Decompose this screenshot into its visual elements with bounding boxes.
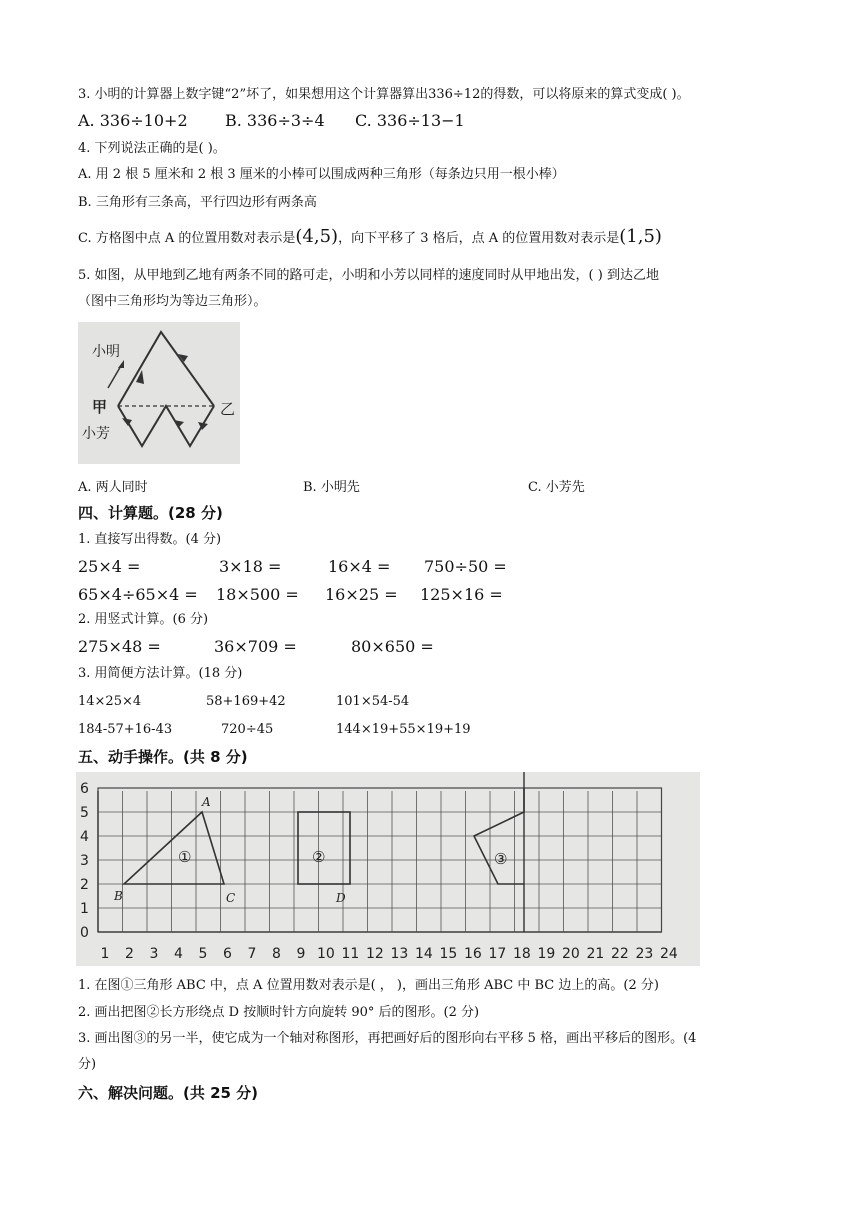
x-tick-label: 19 bbox=[537, 946, 556, 962]
y-tick-label: 3 bbox=[80, 853, 89, 869]
expr: 14×25×4 bbox=[78, 694, 142, 709]
q4-stem: 4. 下列说法正确的是( )。 bbox=[78, 141, 226, 156]
x-tick-label: 11 bbox=[341, 946, 360, 962]
point-label-d: D bbox=[336, 891, 346, 905]
route-figure-svg bbox=[78, 322, 240, 464]
expr: 16×4 = bbox=[328, 557, 391, 576]
q4-option-c bbox=[78, 227, 662, 249]
expr: 80×650 = bbox=[351, 637, 434, 656]
x-tick-label: 12 bbox=[366, 946, 384, 962]
y-tick-label: 4 bbox=[80, 829, 89, 845]
x-tick-label: 20 bbox=[562, 946, 580, 962]
shape-label-2: ② bbox=[312, 848, 326, 866]
shape-label-1: ① bbox=[178, 848, 192, 866]
q5-option-c: C. 小芳先 bbox=[528, 480, 585, 495]
point-label-a: A bbox=[202, 795, 211, 809]
point-label-c: C bbox=[226, 891, 236, 905]
expr: 18×500 = bbox=[216, 585, 299, 604]
expr: 720÷45 bbox=[221, 722, 274, 737]
y-tick-label: 0 bbox=[80, 925, 89, 941]
calc-part2-title: 2. 用竖式计算。(6 分) bbox=[78, 612, 209, 627]
expr: 101×54-54 bbox=[336, 694, 410, 709]
expr: 25×4 = bbox=[78, 557, 141, 576]
point-label-b: B bbox=[114, 889, 123, 903]
x-tick-label: 5 bbox=[198, 946, 208, 962]
calc-part3-title: 3. 用简便方法计算。(18 分) bbox=[78, 666, 243, 681]
expr: 144×19+55×19+19 bbox=[336, 722, 471, 737]
x-tick-label: 3 bbox=[149, 946, 159, 962]
x-tick-label: 7 bbox=[247, 946, 257, 962]
x-tick-label: 21 bbox=[586, 946, 605, 962]
q5-option-b: B. 小明先 bbox=[303, 480, 360, 495]
expr: 125×16 = bbox=[420, 585, 503, 604]
expr: 3×18 = bbox=[219, 557, 282, 576]
shape-label-3: ③ bbox=[494, 850, 508, 868]
label-jia: 甲 bbox=[92, 398, 108, 416]
y-tick-label: 2 bbox=[80, 877, 89, 893]
expr: 36×709 = bbox=[214, 637, 297, 656]
x-tick-label: 18 bbox=[513, 946, 531, 962]
x-tick-label: 16 bbox=[464, 946, 482, 962]
section-6-title: 六、解决问题。(共 25 分) bbox=[78, 1084, 259, 1102]
q4-option-c-text1: C. 方格图中点 A 的位置用数对表示是 bbox=[78, 231, 296, 246]
q4-option-c-text2: ，向下平移了 3 格后，点 A 的位置用数对表示是 bbox=[338, 231, 620, 246]
x-tick-label: 13 bbox=[390, 946, 409, 962]
route-figure bbox=[78, 322, 240, 464]
q4-option-c-pair1: (4,5) bbox=[295, 226, 339, 247]
expr: 275×48 = bbox=[78, 637, 161, 656]
q5-option-a: A. 两人同时 bbox=[78, 480, 148, 495]
x-tick-label: 9 bbox=[296, 946, 306, 962]
expr: 750÷50 = bbox=[424, 557, 507, 576]
x-tick-label: 6 bbox=[223, 946, 232, 962]
label-yi: 乙 bbox=[220, 400, 236, 418]
x-tick-label: 2 bbox=[125, 946, 134, 962]
q3-option-b: B. 336÷3÷4 bbox=[225, 111, 325, 130]
x-tick-label: 10 bbox=[317, 946, 335, 962]
q4-option-b: B. 三角形有三条高，平行四边形有两条高 bbox=[78, 195, 317, 210]
q3-option-a: A. 336÷10+2 bbox=[78, 111, 188, 130]
op-q1: 1. 在图①三角形 ABC 中，点 A 位置用数对表示是( ， )，画出三角形 ABC 中 BC 边上的高。(2 分) bbox=[78, 978, 659, 993]
op-q3-line1: 3. 画出图③的另一半，使它成为一个轴对称图形，再把画好后的图形向右平移 5 格，画出平移后的图形。(4 bbox=[78, 1031, 697, 1046]
expr: 58+169+42 bbox=[206, 694, 286, 709]
x-tick-label: 14 bbox=[415, 946, 433, 962]
q3-stem: 3. 小明的计算器上数字键“2”坏了，如果想用这个计算器算出336÷12的得数，可以将原来的算式变成( )。 bbox=[78, 87, 690, 102]
grid-figure bbox=[76, 772, 700, 966]
expr: 184-57+16-43 bbox=[78, 722, 173, 737]
x-tick-label: 22 bbox=[611, 946, 629, 962]
q3-option-c: C. 336÷13−1 bbox=[355, 111, 465, 130]
label-xiaofang: 小芳 bbox=[82, 426, 110, 442]
calc-part1-title: 1. 直接写出得数。(4 分) bbox=[78, 532, 222, 547]
expr: 65×4÷65×4 = bbox=[78, 585, 198, 604]
x-tick-label: 4 bbox=[174, 946, 183, 962]
label-xiaoming: 小明 bbox=[92, 344, 120, 360]
grid-figure-svg bbox=[76, 772, 700, 966]
expr: 16×25 = bbox=[325, 585, 398, 604]
section-4-title: 四、计算题。(28 分) bbox=[78, 504, 223, 522]
q4-option-a: A. 用 2 根 5 厘米和 2 根 3 厘米的小棒可以围成两种三角形（每条边只用一根小棒） bbox=[78, 167, 565, 182]
y-tick-label: 1 bbox=[80, 901, 89, 917]
x-tick-label: 24 bbox=[660, 946, 678, 962]
q5-stem-line1: 5. 如图，从甲地到乙地有两条不同的路可走，小明和小芳以同样的速度同时从甲地出发，( ) 到达乙地 bbox=[78, 268, 659, 283]
x-tick-label: 17 bbox=[488, 946, 507, 962]
op-q2: 2. 画出把图②长方形绕点 D 按顺时针方向旋转 90° 后的图形。(2 分) bbox=[78, 1005, 480, 1020]
x-tick-label: 15 bbox=[439, 946, 458, 962]
x-tick-label: 8 bbox=[272, 946, 281, 962]
q5-stem-line2: （图中三角形均为等边三角形）。 bbox=[78, 294, 267, 309]
x-tick-label: 23 bbox=[635, 946, 654, 962]
op-q3-line2: 分) bbox=[78, 1057, 97, 1072]
y-tick-label: 5 bbox=[80, 805, 89, 821]
section-5-title: 五、动手操作。(共 8 分) bbox=[78, 748, 248, 766]
y-tick-label: 6 bbox=[80, 781, 89, 797]
q4-option-c-pair2: (1,5) bbox=[619, 226, 662, 247]
x-tick-label: 1 bbox=[100, 946, 110, 962]
